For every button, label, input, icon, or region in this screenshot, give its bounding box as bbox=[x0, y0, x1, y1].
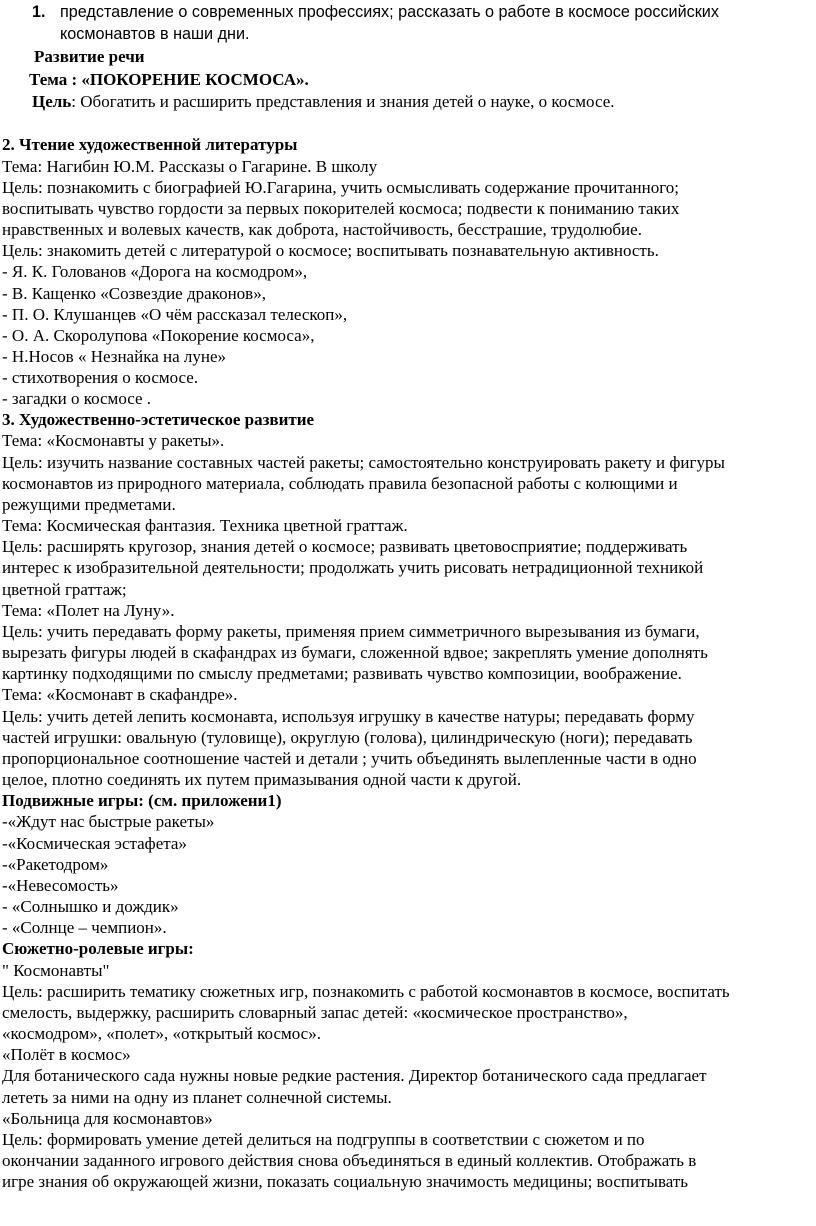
art-line: целое, плотно соединять их путем примазывания одной части к другой. bbox=[2, 770, 522, 789]
role-games-line: «Полёт в космос» bbox=[2, 1045, 131, 1064]
game-list-item: - «Солнце – чемпион». bbox=[2, 918, 167, 937]
book-list-item: - загадки о космосе . bbox=[2, 389, 152, 408]
game-list-item: - «Солнышко и дождик» bbox=[2, 897, 179, 916]
book-list-item: - П. О. Клушанцев «О чём рассказал телескоп», bbox=[2, 305, 348, 324]
role-games-line: игре знания об окружающей жизни, показать социальную значимость медицины; воспитывать bbox=[2, 1172, 689, 1191]
art-line: Цель: расширять кругозор, знания детей о космосе; развивать цветовосприятие; поддерживать bbox=[2, 537, 688, 556]
game-list-item: -«Ждут нас быстрые ракеты» bbox=[2, 812, 215, 831]
list-number: 1. bbox=[32, 3, 46, 21]
book-list-item: - стихотворения о космосе. bbox=[2, 368, 199, 387]
speech-topic: Тема : «ПОКОРЕНИЕ КОСМОСА». bbox=[29, 70, 309, 89]
art-line: интерес к изобразительной деятельности; продолжать учить рисовать нетрадиционной техникой bbox=[2, 558, 704, 577]
game-list-item: -«Ракетодром» bbox=[2, 855, 109, 874]
role-games-line: Для ботанического сада нужны новые редкие растения. Директор ботанического сада предлагает bbox=[2, 1066, 707, 1085]
art-line: Тема: Космическая фантазия. Техника цветной граттаж. bbox=[2, 516, 408, 535]
role-games-heading: Сюжетно-ролевые игры: bbox=[2, 939, 194, 958]
speech-heading: Развитие речи bbox=[34, 47, 145, 66]
role-games-line: " Космонавты" bbox=[2, 961, 110, 980]
art-line: частей игрушки: овальную (туловище), округлую (голова), цилиндрическую (ноги); передавать bbox=[2, 728, 693, 747]
art-line: космонавтов из природного материала, соблюдать правила безопасной работы с колющими и bbox=[2, 474, 678, 493]
book-list-item: - В. Кащенко «Созвездие драконов», bbox=[2, 284, 266, 303]
book-list-item: - Я. К. Голованов «Дорога на космодром», bbox=[2, 262, 308, 281]
list-item-text-continued: космонавтов в наши дни. bbox=[60, 25, 250, 43]
art-line: цветной граттаж; bbox=[2, 580, 127, 599]
speech-goal: Цель: Обогатить и расширить представления и знания детей о науке, о космосе. bbox=[32, 92, 615, 111]
art-line: Тема: «Полет на Луну». bbox=[2, 601, 175, 620]
reading-line: Тема: Нагибин Ю.М. Рассказы о Гагарине. В школу bbox=[2, 157, 378, 176]
art-heading: 3. Художественно-эстетическое развитие bbox=[2, 410, 315, 429]
role-games-line: «Больница для космонавтов» bbox=[2, 1109, 213, 1128]
book-list-item: - О. А. Скоролупова «Покорение космоса», bbox=[2, 326, 315, 345]
art-line: режущими предметами. bbox=[2, 495, 176, 514]
reading-line: Цель: знакомить детей с литературой о космосе; воспитывать познавательную активность. bbox=[2, 241, 659, 260]
art-line: Цель: изучить название составных частей ракеты; самостоятельно конструировать ракету и фигуры bbox=[2, 453, 725, 472]
reading-line: Цель: познакомить с биографией Ю.Гагарина, учить осмысливать содержание прочитанного; bbox=[2, 178, 680, 197]
outdoor-games-heading: Подвижные игры: (см. приложени1) bbox=[2, 791, 282, 810]
reading-heading: 2. Чтение художественной литературы bbox=[2, 135, 298, 154]
art-line: Цель: учить детей лепить космонавта, используя игрушку в качестве натуры; передавать форму bbox=[2, 707, 695, 726]
list-item-text: представление о современных профессиях; рассказать о работе в космосе российских bbox=[60, 3, 719, 21]
role-games-line: Цель: формировать умение детей делиться на подгруппы в соответствии с сюжетом и по bbox=[2, 1130, 645, 1149]
role-games-line: Цель: расширить тематику сюжетных игр, познакомить с работой космонавтов в космосе, воспитать bbox=[2, 982, 730, 1001]
role-games-line: смелость, выдержку, расширить словарный запас детей: «космическое пространство», bbox=[2, 1003, 628, 1022]
art-line: картинку подходящими по смыслу предметами; развивать чувство композиции, воображение. bbox=[2, 664, 682, 683]
art-line: Тема: «Космонавт в скафандре». bbox=[2, 685, 238, 704]
reading-line: нравственных и волевых качеств, как доброта, настойчивость, бесстрашие, трудолюбие. bbox=[2, 220, 642, 239]
book-list-item: - Н.Носов « Незнайка на луне» bbox=[2, 347, 227, 366]
game-list-item: -«Невесомость» bbox=[2, 876, 119, 895]
reading-line: воспитывать чувство гордости за первых покорителей космоса; подвести к пониманию таких bbox=[2, 199, 680, 218]
art-line: вырезать фигуры людей в скафандрах из бумаги, сложенной вдвое; закреплять умение дополнять bbox=[2, 643, 708, 662]
role-games-line: лететь за ними на одну из планет солнечной системы. bbox=[2, 1088, 392, 1107]
art-line: пропорциональное соотношение частей и детали ; учить объединять вылепленные части в одно bbox=[2, 749, 697, 768]
art-line: Тема: «Космонавты у ракеты». bbox=[2, 431, 225, 450]
role-games-line: окончании заданного игрового действия снова объединяться в единый коллектив. Отображать в bbox=[2, 1151, 697, 1170]
art-line: Цель: учить передавать форму ракеты, применяя прием симметричного вырезывания из бумаги, bbox=[2, 622, 700, 641]
role-games-line: «космодром», «полет», «открытый космос». bbox=[2, 1024, 321, 1043]
game-list-item: -«Космическая эстафета» bbox=[2, 834, 187, 853]
